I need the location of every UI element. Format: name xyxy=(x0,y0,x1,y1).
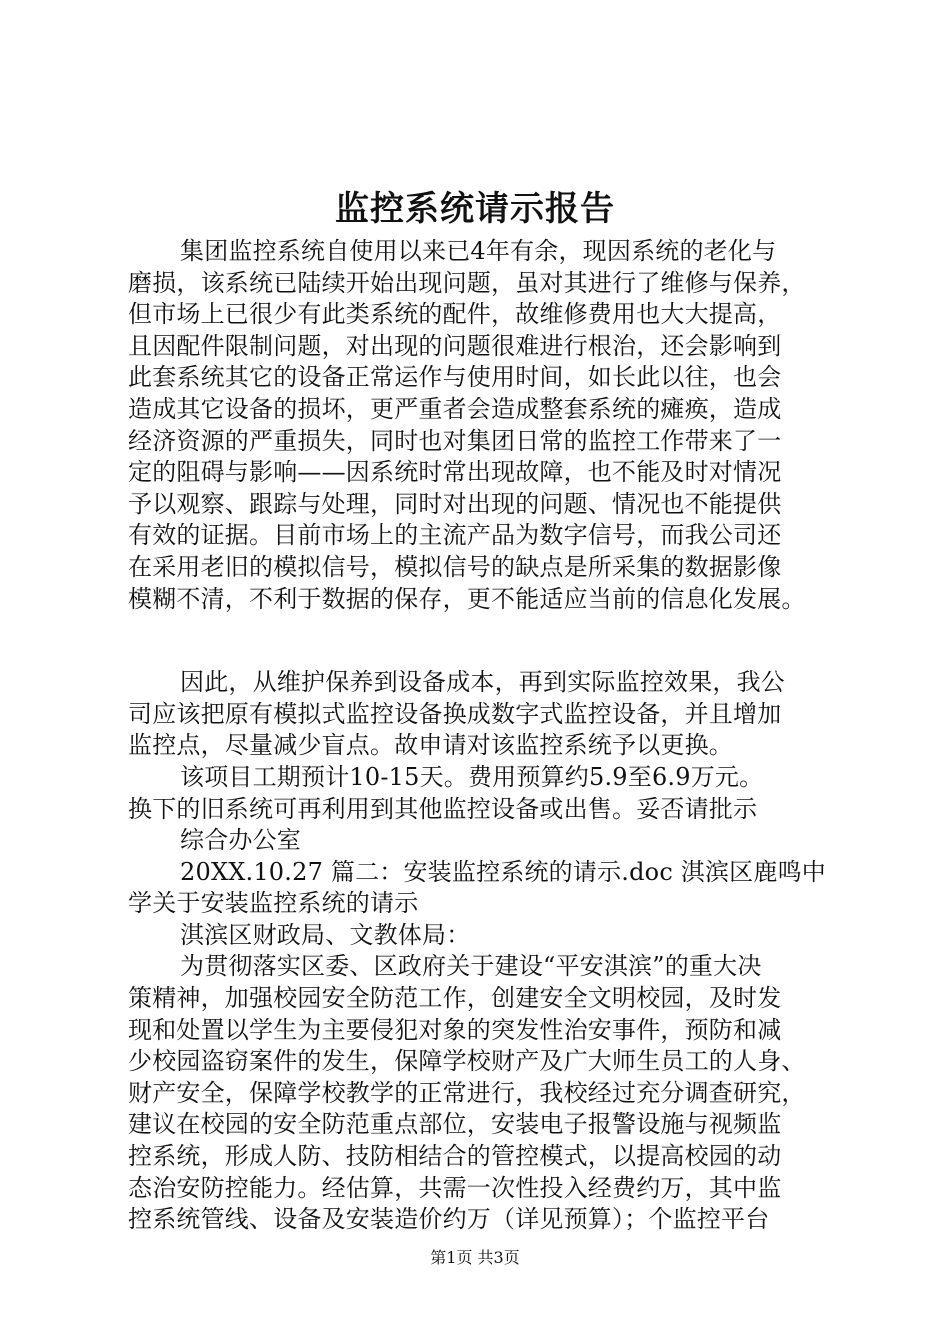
text-line: 此套系统其它的设备正常运作与使用时间，如长此以往，也会 xyxy=(128,363,782,392)
text-line: 造成其它设备的损坏，更严重者会造成整套系统的瘫痪，造成 xyxy=(128,394,782,423)
text-line: 综合办公室 xyxy=(180,826,301,855)
text-line: 控系统，形成人防、技防相结合的管控模式，以提高校园的动 xyxy=(128,1142,782,1171)
document-body xyxy=(128,236,834,1236)
text-line: 财产安全，保障学校教学的正常进行，我校经过充分调查研究， xyxy=(128,1078,806,1107)
text-line: 控系统管线、设备及安装造价约万（详见预算）；个监控平台 xyxy=(128,1205,770,1234)
text-line: 监控点，尽量减少盲点。故申请对该监控系统予以更换。 xyxy=(128,731,733,760)
text-line: 该项目工期预计10-15天。费用预算约5.9至6.9万元。 xyxy=(180,762,764,791)
text-line: 磨损，该系统已陆续开始出现问题，虽对其进行了维修与保养， xyxy=(128,268,806,297)
text-line: 在采用老旧的模拟信号，模拟信号的缺点是所采集的数据影像 xyxy=(128,552,782,581)
document-title: 监控系统请示报告 xyxy=(335,189,615,229)
text-line: 经济资源的严重损失，同时也对集团日常的监控工作带来了一 xyxy=(128,426,782,455)
text-line: 但市场上已很少有此类系统的配件，故维修费用也大大提高， xyxy=(128,300,782,329)
text-line: 因此，从维护保养到设备成本，再到实际监控效果，我公 xyxy=(180,668,785,697)
text-line: 模糊不清，不利于数据的保存，更不能适应当前的信息化发展。 xyxy=(128,584,806,613)
text-line: 有效的证据。目前市场上的主流产品为数字信号，而我公司还 xyxy=(128,521,782,550)
text-line: 策精神，加强校园安全防范工作，创建安全文明校园，及时发 xyxy=(128,984,782,1013)
text-line: 且因配件限制问题，对出现的问题很难进行根治，还会影响到 xyxy=(128,331,782,360)
page-footer: 第1页 共3页 xyxy=(430,1248,520,1267)
paragraph-gap xyxy=(128,615,834,667)
text-line: 集团监控系统自使用以来已4年有余，现因系统的老化与 xyxy=(180,237,777,265)
text-line: 定的阻碍与影响——因系统时常出现故障，也不能及时对情况 xyxy=(128,458,782,487)
text-line: 少校园盗窃案件的发生，保障学校财产及广大师生员工的人身、 xyxy=(128,1047,806,1076)
text-line: 予以观察、跟踪与处理，同时对出现的问题、情况也不能提供 xyxy=(128,489,782,518)
text-line: 现和处置以学生为主要侵犯对象的突发性治安事件，预防和减 xyxy=(128,1015,782,1044)
text-line: 20XX.10.27 篇二：安装监控系统的请示.doc 淇滨区鹿鸣中 xyxy=(180,857,826,886)
text-line: 态治安防控能力。经估算，共需一次性投入经费约万，其中监 xyxy=(128,1173,782,1202)
text-line: 司应该把原有模拟式监控设备换成数字式监控设备，并且增加 xyxy=(128,699,782,728)
text-line: 学关于安装监控系统的请示 xyxy=(128,889,419,918)
text-line: 为贯彻落实区委、区政府关于建设“平安淇滨”的重大决 xyxy=(180,952,762,981)
text-line: 换下的旧系统可再利用到其他监控设备或出售。妥否请批示 xyxy=(128,794,758,823)
text-line: 淇滨区财政局、文教体局： xyxy=(180,920,471,949)
text-line: 建议在校园的安全防范重点部位，安装电子报警设施与视频监 xyxy=(128,1110,782,1139)
